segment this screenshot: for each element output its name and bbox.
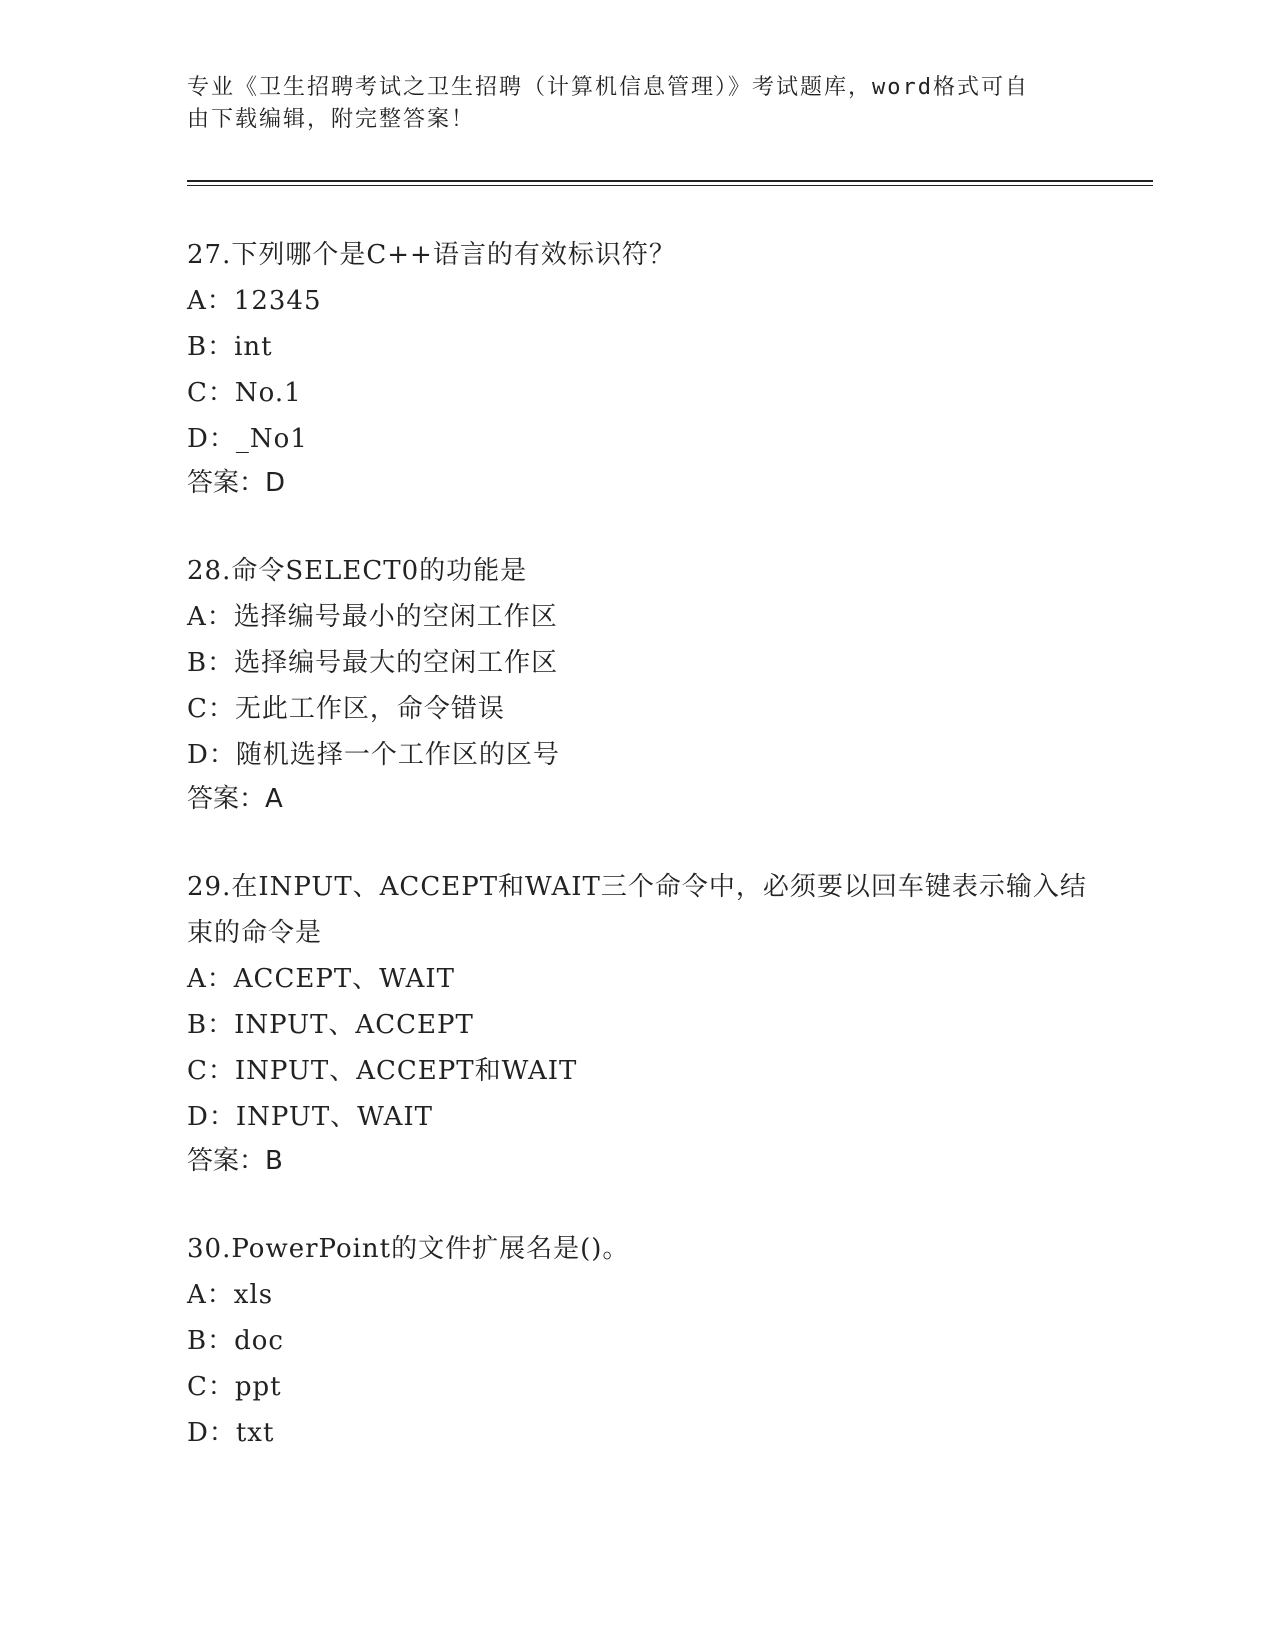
option-d: D：txt	[187, 1418, 275, 1448]
option-b: B：doc	[187, 1326, 284, 1356]
question-list	[187, 232, 1087, 1500]
question-stem: 29.在INPUT、ACCEPT和WAIT三个命令中，必须要以回车键表示输入结束的命令是	[187, 872, 1087, 948]
question-stem: 30.PowerPoint的文件扩展名是()。	[187, 1234, 630, 1264]
option-c: C：ppt	[187, 1372, 282, 1402]
option-c: C：No.1	[187, 378, 302, 408]
header-line-1: 专业《卫生招聘考试之卫生招聘（计算机信息管理）》考试题库，word格式可自	[187, 75, 1029, 100]
option-a: A：ACCEPT、WAIT	[187, 964, 455, 994]
document-header	[187, 72, 1067, 136]
option-a: A：xls	[187, 1280, 274, 1310]
option-a: A：12345	[187, 286, 322, 316]
question-stem: 27.下列哪个是C++语言的有效标识符？	[187, 240, 676, 270]
answer: 答案：A	[187, 784, 283, 814]
option-c: C：INPUT、ACCEPT和WAIT	[187, 1056, 578, 1086]
option-d: D：随机选择一个工作区的区号	[187, 740, 560, 770]
option-b: B：int	[187, 332, 273, 362]
answer: 答案：B	[187, 1146, 283, 1176]
header-divider-thick	[187, 180, 1153, 182]
option-b: B：选择编号最大的空闲工作区	[187, 648, 559, 678]
option-d: D：_No1	[187, 424, 308, 454]
answer: 答案：D	[187, 468, 286, 498]
header-divider-thin	[187, 185, 1153, 186]
option-a: A：选择编号最小的空闲工作区	[187, 602, 558, 632]
header-line-2: 由下载编辑，附完整答案！	[187, 107, 476, 132]
question-stem: 28.命令SELECT0的功能是	[187, 556, 528, 586]
question-30	[187, 1226, 1087, 1456]
question-27	[187, 232, 1087, 504]
question-28	[187, 548, 1087, 820]
option-d: D：INPUT、WAIT	[187, 1102, 433, 1132]
question-29	[187, 864, 1087, 1182]
option-b: B：INPUT、ACCEPT	[187, 1010, 474, 1040]
option-c: C：无此工作区，命令错误	[187, 694, 505, 724]
